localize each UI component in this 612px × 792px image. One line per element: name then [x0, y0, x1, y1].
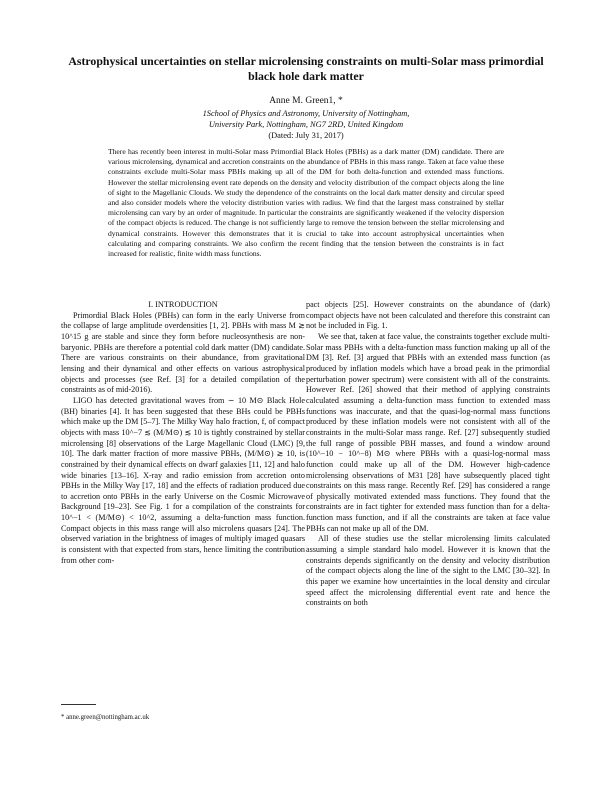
footnote-divider — [61, 704, 96, 705]
paper-title: Astrophysical uncertainties on stellar microlensing constraints on multi-Solar mass primordial black hole dark matter — [68, 54, 544, 83]
abstract: There has recently been interest in multi-Solar mass Primordial Black Holes (PBHs) as a dark matter (DM) candidate. There are various microlensing, dynamical and accretion constraints on the abundance of PBHs in this mass range. Taken at face value these constraints exclude multi-Solar mass PBHs making up all of the DM for both delta-function and extended mass functions. However the stellar microlensing event rate depends on the density and velocity distribution of the compact objects along the line of sight to the Magellanic Clouds. We study the dependence of the constraints on the local dark matter density and circular speed and also consider models where the velocity distribution varies with radius. We find that the largest mass constrained by stellar microlensing can vary by an order of magnitude. In particular the constraints are significantly weakened if the velocity dispersion of the compact objects is reduced. The change is not sufficiently large to remove the tension between the stellar microlensing and dynamical constraints. However this demonstrates that it is crucial to take into account astrophysical uncertainties when calculating and comparing constraints. We also confirm the recent finding that the tension between the constraints is in fact increased for realistic, finite width mass functions. — [108, 147, 504, 259]
left-column — [61, 300, 305, 566]
paragraph: Primordial Black Holes (PBHs) can form in the early Universe from the collapse of large amplitude overdensities [1, 2]. PBHs with mass M ≳ 10^15 g are stable and since they form before nucleosynthesis are non-baryonic. PBHs are therefore a potential cold dark matter (DM) candidate. There are various constraints on their abundance, from gravitational lensing and their dynamical and other effects on various astrophysical objects and processes (see Ref. [3] for a detailed compilation of the constraints as of mid-2016). — [61, 310, 305, 395]
right-column — [306, 300, 550, 609]
author-name: Anne M. Green1, * — [269, 96, 343, 106]
paragraph: All of these studies use the stellar microlensing limits calculated assuming a simple standard halo model. However it is known that the constraints depends significantly on the density and velocity distribution of the compact objects along the line of the sight to the LMC [30–32]. In this paper we examine how uncertainties in the local density and circular speed affect the microlensing differential event rate and hence the constraints on both — [306, 534, 550, 608]
paragraph: pact objects [25]. However constraints on the abundance of (dark) compact objects have not been calculated and therefore this constraint can not be included in Fig. 1. — [306, 300, 550, 331]
date-line: (Dated: July 31, 2017) — [268, 131, 344, 140]
affiliation-line-2: University Park, Nottingham, NG7 2RD, United Kingdom — [208, 119, 404, 129]
footnote-email: * anne.green@nottingham.ac.uk — [61, 714, 150, 721]
paragraph: We see that, taken at face value, the constraints together exclude multi-Solar mass PBHs with a delta-function mass function making up all of the DM [3]. Ref. [3] argued that PBHs with an extended mass function (as produced by inflation models which have a broad peak in the primordial perturbation power spectrum) were consistent with all of the constraints. However Ref. [26] showed that their method of applying constraints calculated assuming a delta-function mass function to extended mass functions was inaccurate, and that the quasi-log-normal mass functions produced by these inflation models were not consistent with all of the constraints in the multi-Solar mass range. Ref. [27] subsequently studied the full range of possible PBH masses, and found a window around (10^−10 − 10^−8) M⊙ where PBHs with a quasi-log-normal mass function could make up all of the DM. However high-cadence microlensing observations of M31 [28] have subsequently placed tight constraints on this mass range. Recently Ref. [29] has considered a range of physically motivated extended mass functions. They found that the constraints are in fact tighter for extended mass function than for a delta-function mass function, and if all the constraints are taken at face value PBHs can not make up all of the DM. — [306, 331, 550, 533]
paragraph: LIGO has detected gravitational waves from ∼ 10 M⊙ Black Hole (BH) binaries [4]. It has been suggested that these BHs could be PBHs which make up the DM [5–7]. The Milky Way halo fraction, f, of compact objects with mass 10^−7 ≲ (M/M⊙) ≲ 10 is tightly constrained by stellar microlensing [8] observations of the Large Magellanic Cloud (LMC) [9, 10]. The dark matter fraction of more massive PBHs, (M/M⊙) ≳ 10, is constrained by their dynamical effects on dwarf galaxies [11, 12] and halo wide binaries [13–16]. X-ray and radio emission from accretion onto PBHs in the Milky Way [17, 18] and the effects of radiation produced due to accretion onto PBHs in the early Universe on the Cosmic Microwave Background [19–23]. See Fig. 1 for a compilation of the constraints for 10^−1 < (M/M⊙) < 10^2, assuming a delta-function mass function. Compact objects in this mass range will also microlens quasars [24]. The observed variation in the brightness of images of multiply imaged quasars is consistent with that expected from stars, hence limiting the contribution from other com- — [61, 395, 305, 565]
affiliation-line-1: 1School of Physics and Astronomy, University of Nottingham, — [202, 109, 410, 118]
section-heading: I. INTRODUCTION — [148, 300, 218, 309]
affiliation — [0, 109, 612, 130]
